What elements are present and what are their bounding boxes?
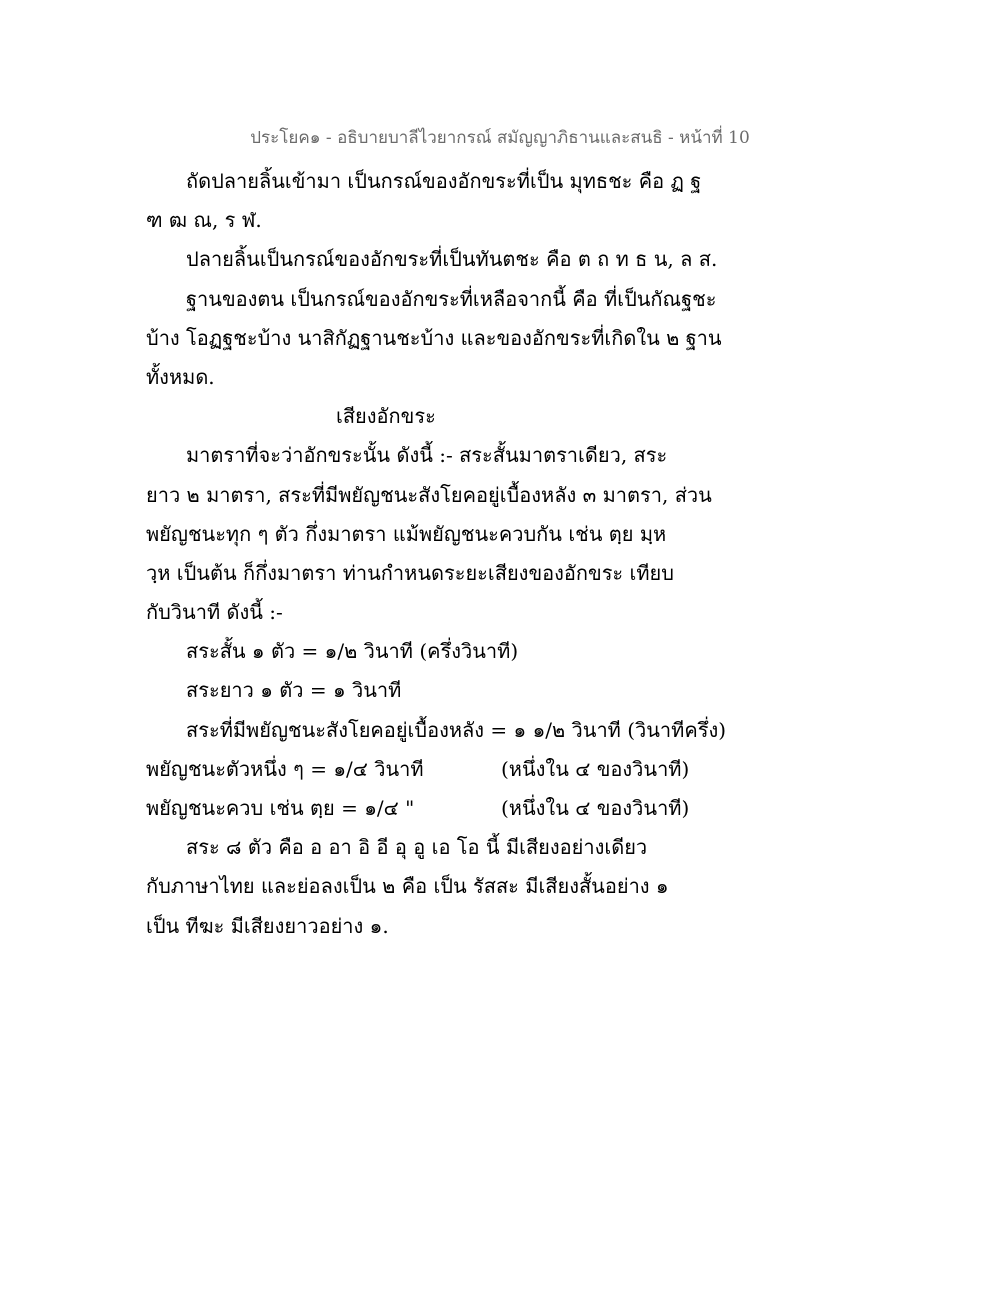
text-line: สระ ๘ ตัว คือ อ อา อิ อี อุ อู เอ โอ นี้ มีเสียงอย่างเดียว — [186, 835, 648, 860]
body-text — [146, 162, 846, 946]
text-line: วฺห เป็นต้น ก็กึ่งมาตรา ท่านกำหนดระยะเสียงของอักขระ เทียบ — [146, 560, 674, 585]
text-line: บ้าง โอฏฐชะบ้าง นาสิกัฏฐานชะบ้าง และของอักขระที่เกิดใน ๒ ฐาน — [146, 325, 722, 350]
text-line: สระยาว ๑ ตัว = ๑ วินาที — [186, 678, 402, 703]
text-line: พยัญชนะทุก ๆ ตัว กึ่งมาตรา แม้พยัญชนะควบกัน เช่น ตฺย มฺห — [146, 521, 667, 546]
page-header: ประโยค๑ - อธิบายบาลีไวยากรณ์ สมัญญาภิธานและสนธิ - หน้าที่ 10 — [250, 128, 750, 148]
text-line: ถัดปลายลิ้นเข้ามา เป็นกรณ์ของอักขระที่เป็น มุทธชะ คือ ฏ ฐ — [186, 169, 702, 193]
text-line: สระสั้น ๑ ตัว = ๑/๒ วินาที (ครึ่งวินาที) — [186, 639, 519, 664]
tab-row-right: (หนึ่งใน ๔ ของวินาที) — [501, 796, 690, 820]
tab-row — [146, 750, 846, 789]
text-line: ยาว ๒ มาตรา, สระที่มีพยัญชนะสังโยคอยู่เบื้องหลัง ๓ มาตรา, ส่วน — [146, 482, 712, 507]
text-line: กับภาษาไทย และย่อลงเป็น ๒ คือ เป็น รัสสะ มีเสียงสั้นอย่าง ๑ — [146, 874, 669, 899]
text-line: ทั้งหมด. — [146, 364, 215, 389]
text-line: มาตราที่จะว่าอักขระนั้น ดังนี้ :- สระสั้นมาตราเดียว, สระ — [186, 443, 668, 468]
tab-row-right: (หนึ่งใน ๔ ของวินาที) — [501, 756, 690, 781]
text-line: ฑ ฒ ณ, ร ฬ. — [146, 208, 262, 233]
text-line: เป็น ทีฆะ มีเสียงยาวอย่าง ๑. — [146, 913, 389, 938]
text-line: ฐานของตน เป็นกรณ์ของอักขระที่เหลือจากนี้ คือ ที่เป็นกัณฐชะ — [186, 286, 717, 311]
section-heading: เสียงอักขระ — [336, 404, 436, 429]
text-line: ปลายลิ้นเป็นกรณ์ของอักขระที่เป็นทันตชะ คือ ต ถ ท ธ น, ล ส. — [186, 247, 718, 272]
tab-row-left: พยัญชนะควบ เช่น ตฺย = ๑/๔ " — [146, 796, 415, 820]
text-line: สระที่มีพยัญชนะสังโยคอยู่เบื้องหลัง = ๑ ๑/๒ วินาที (วินาทีครึ่ง) — [186, 717, 727, 742]
text-line: กับวินาที ดังนี้ :- — [146, 600, 283, 625]
tab-row-left: พยัญชนะตัวหนึ่ง ๆ = ๑/๔ วินาที — [146, 756, 424, 781]
tab-row — [146, 789, 846, 828]
